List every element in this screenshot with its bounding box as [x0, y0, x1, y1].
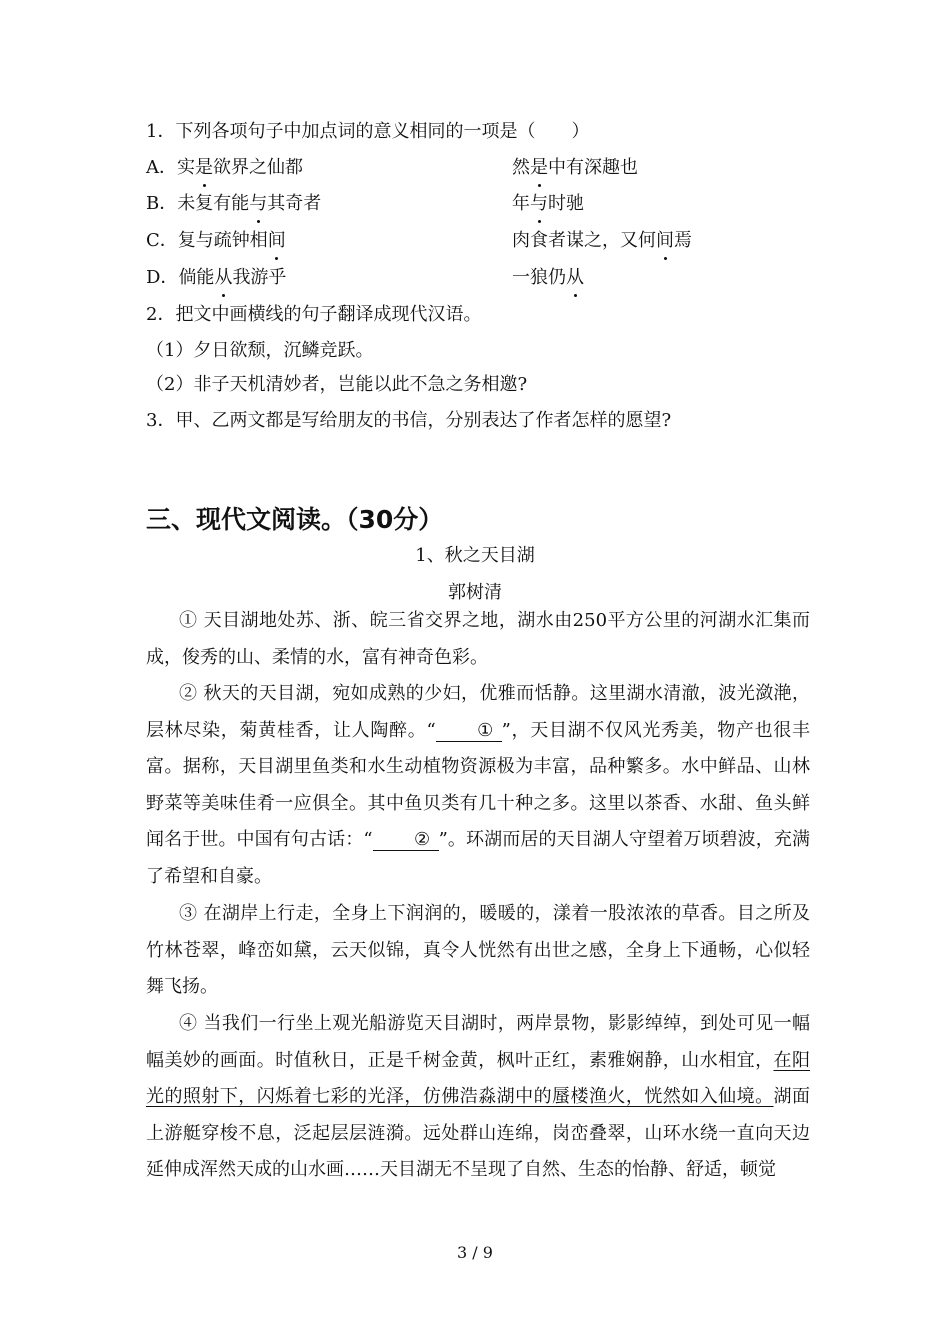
section-heading: 三、现代文阅读。（30分） [146, 505, 444, 534]
dotted-word: 间 [267, 230, 286, 251]
paragraph-2: ② 秋天的天目湖，宛如成熟的少妇，优雅而恬静。这里湖水清澈，波光潋滟，层林尽染，菊黄桂香，让人陶醉。“ ① ”，天目湖不仅风光秀美，物产也很丰富。据称，天目湖里鱼类和水生动植物资源极为丰富，品种繁多。水中鲜品、山林野菜等美味佳肴一应俱全。其中鱼贝类有几十种之多。这里以茶香、水甜、鱼头鲜闻名于世。中国有句古话：“ ② ”。环湖而居的天目湖人守望着万顷碧波，充满了希望和自豪。 [146, 683, 811, 887]
dotted-word: 是 [530, 157, 548, 178]
dotted-word: 间 [656, 230, 674, 251]
question-2-2: （2）非子天机清妙者，岂能以此不急之务相邀? [146, 374, 528, 395]
option-a: A．实是欲界之仙都 然是中有深趣也 [146, 157, 638, 178]
dotted-word: 从 [214, 267, 233, 288]
article-title: 1、秋之天目湖 [415, 545, 535, 566]
blank-2: ② [373, 830, 439, 851]
paragraph-4: ④ 当我们一行坐上观光船游览天目湖时，两岸景物，影影绰绰，到处可见一幅幅美妙的画面。时值秋日，正是千树金黄，枫叶正红，素雅娴静，山水相宜，在阳光的照射下，闪烁着七彩的光泽，仿佛浩淼湖中的蜃楼渔火，恍然如入仙境。湖面上游艇穿梭不息，泛起层层涟漪。远处群山连绵，岗峦叠翠，山环水绕一直向天边延伸成浑然天成的山水画……天目湖无不呈现了自然、生态的怡静、舒适，顿觉 [146, 1013, 811, 1180]
page-number: 3 / 9 [457, 1243, 493, 1262]
option-c: C．复与疏钟相间 肉食者谋之，又何间焉 [146, 230, 692, 251]
blank-1: ① [436, 721, 502, 742]
article-author: 郭树清 [448, 582, 502, 603]
question-3: 3．甲、乙两文都是写给朋友的书信，分别表达了作者怎样的愿望? [146, 410, 672, 431]
option-d: D．倘能从我游乎 一狼仍从 [146, 267, 584, 288]
question-2-1: （1）夕日欲颓，沉鳞竞跃。 [146, 340, 374, 361]
question-2: 2．把文中画横线的句子翻译成现代汉语。 [146, 304, 482, 325]
paragraph-3: ③ 在湖岸上行走，全身上下润润的，暖暖的，漾着一股浓浓的草香。目之所及竹林苍翠，峰峦如黛，云天似锦，真令人恍然有出世之感，全身上下通畅，心似轻舞飞扬。 [146, 903, 810, 997]
question-1: 1．下列各项句子中加点词的意义相同的一项是（ ） [146, 121, 590, 142]
dotted-word: 从 [566, 267, 584, 288]
dotted-word: 是 [195, 157, 213, 178]
dotted-word: 与 [249, 193, 268, 214]
dotted-word: 与 [530, 193, 548, 214]
underlined-sentence: 在阳光的照射下，闪烁着七彩的光泽，仿佛浩淼湖中的蜃楼渔火，恍然如入仙境。 [146, 1049, 811, 1107]
option-b: B．未复有能与其奇者 年与时驰 [146, 193, 584, 214]
paragraph-1: ① 天目湖地处苏、浙、皖三省交界之地，湖水由250平方公里的河湖水汇集而成，俊秀的山、柔情的水，富有神奇色彩。 [146, 610, 810, 668]
